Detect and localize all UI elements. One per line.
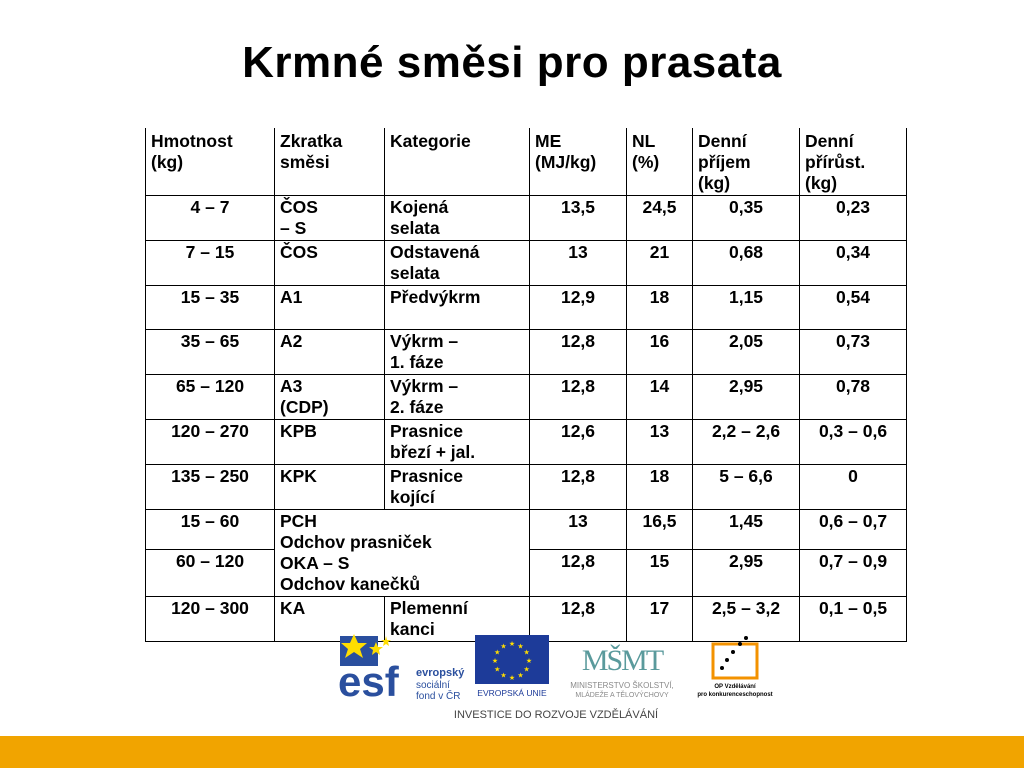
eu-star-icon: ★ <box>500 643 507 651</box>
cell-gain: 0,54 <box>800 286 907 330</box>
cell-intake: 5 – 6,6 <box>693 465 800 510</box>
esf-letters: esf <box>338 658 399 705</box>
logo-strip <box>0 632 1024 727</box>
cell-gain: 0,1 – 0,5 <box>800 597 907 642</box>
cell-intake: 1,45 <box>693 510 800 550</box>
svg-text:MŠMT: MŠMT <box>581 644 663 677</box>
header-weight: Hmotnost (kg) <box>146 128 275 196</box>
svg-text:sociální: sociální <box>416 680 450 691</box>
tagline: INVESTICE DO ROZVOJE VZDĚLÁVÁNÍ <box>453 709 659 721</box>
cell-category: Plemenní kanci <box>385 597 530 642</box>
cell-intake: 0,68 <box>693 241 800 286</box>
eu-flag-logo <box>475 635 549 698</box>
cell-code: KPK <box>275 465 385 510</box>
msmt-logo <box>570 644 674 699</box>
cell-me: 12,8 <box>530 330 627 375</box>
eu-star-icon: ★ <box>517 643 524 651</box>
header-gain: Denní přírůst. (kg) <box>800 128 907 196</box>
cell-weight: 15 – 60 <box>146 510 275 550</box>
eu-star-icon: ★ <box>508 675 516 682</box>
cell-gain: 0,7 – 0,9 <box>800 550 907 597</box>
cell-category: Prasnice březí + jal. <box>385 420 530 465</box>
table-row <box>146 375 907 420</box>
header-me: ME (MJ/kg) <box>530 128 627 196</box>
page-title: Krmné směsi pro prasata <box>242 38 782 87</box>
cell-gain: 0,34 <box>800 241 907 286</box>
cell-code: KPB <box>275 420 385 465</box>
cell-intake: 2,2 – 2,6 <box>693 420 800 465</box>
eu-star-icon: ★ <box>500 672 507 680</box>
cell-gain: 0,78 <box>800 375 907 420</box>
cell-category: Kojená selata <box>385 196 530 241</box>
header-intake: Denní příjem (kg) <box>693 128 800 196</box>
cell-weight: 120 – 270 <box>146 420 275 465</box>
svg-text:evropský: evropský <box>416 667 465 679</box>
cell-weight: 7 – 15 <box>146 241 275 286</box>
cell-gain: 0,23 <box>800 196 907 241</box>
eu-star-icon: ★ <box>494 666 501 674</box>
cell-nl: 15 <box>627 550 693 597</box>
table-row <box>146 286 907 330</box>
cell-weight: 60 – 120 <box>146 550 275 597</box>
cell-code: KA <box>275 597 385 642</box>
cell-intake: 1,15 <box>693 286 800 330</box>
cell-nl: 18 <box>627 286 693 330</box>
table-row <box>146 465 907 510</box>
cell-nl: 17 <box>627 597 693 642</box>
eu-star-icon: ★ <box>525 658 533 665</box>
cell-weight: 15 – 35 <box>146 286 275 330</box>
header-category: Kategorie <box>385 128 530 196</box>
cell-me: 13 <box>530 241 627 286</box>
eu-star-icon: ★ <box>508 641 516 648</box>
cell-nl: 24,5 <box>627 196 693 241</box>
feed-table <box>145 128 907 642</box>
cell-intake: 0,35 <box>693 196 800 241</box>
cell-nl: 21 <box>627 241 693 286</box>
svg-text:fond v ČR: fond v ČR <box>416 691 461 702</box>
cell-weight: 135 – 250 <box>146 465 275 510</box>
cell-code: ČOS – S <box>275 196 385 241</box>
bottom-accent-bar <box>0 736 1024 768</box>
op-logo <box>697 636 772 698</box>
svg-text:OP Vzdělávání: OP Vzdělávání <box>714 684 756 690</box>
eu-star-icon: ★ <box>523 666 530 674</box>
cell-nl: 16,5 <box>627 510 693 550</box>
cell-me: 13,5 <box>530 196 627 241</box>
cell-intake: 2,95 <box>693 550 800 597</box>
cell-nl: 13 <box>627 420 693 465</box>
cell-category: Předvýkrm <box>385 286 530 330</box>
table-row <box>146 241 907 286</box>
cell-nl: 14 <box>627 375 693 420</box>
cell-nl: 16 <box>627 330 693 375</box>
svg-text:MLÁDEŽE A TĚLOVÝCHOVY: MLÁDEŽE A TĚLOVÝCHOVY <box>575 692 669 699</box>
cell-code: A1 <box>275 286 385 330</box>
table-header-row <box>146 128 907 196</box>
cell-nl: 18 <box>627 465 693 510</box>
cell-intake: 2,05 <box>693 330 800 375</box>
svg-text:EVROPSKÁ UNIE: EVROPSKÁ UNIE <box>477 688 547 698</box>
table-row <box>146 510 907 550</box>
svg-text:MINISTERSTVO ŠKOLSTVÍ,: MINISTERSTVO ŠKOLSTVÍ, <box>570 681 674 690</box>
feed-table-container <box>145 128 907 642</box>
cell-gain: 0 <box>800 465 907 510</box>
header-code: Zkratka směsi <box>275 128 385 196</box>
cell-category: Prasnice kojící <box>385 465 530 510</box>
eu-star-icon: ★ <box>494 649 501 657</box>
cell-weight: 65 – 120 <box>146 375 275 420</box>
cell-code: A3 (CDP) <box>275 375 385 420</box>
esf-logo <box>338 634 465 705</box>
cell-me: 12,8 <box>530 465 627 510</box>
table-row <box>146 330 907 375</box>
cell-category: Odstavená selata <box>385 241 530 286</box>
cell-weight: 35 – 65 <box>146 330 275 375</box>
table-row <box>146 196 907 241</box>
cell-me: 12,9 <box>530 286 627 330</box>
cell-me: 12,8 <box>530 597 627 642</box>
cell-code: A2 <box>275 330 385 375</box>
cell-intake: 2,5 – 3,2 <box>693 597 800 642</box>
cell-me: 12,6 <box>530 420 627 465</box>
cell-category: Výkrm – 2. fáze <box>385 375 530 420</box>
cell-gain: 0,6 – 0,7 <box>800 510 907 550</box>
cell-gain: 0,73 <box>800 330 907 375</box>
table-row <box>146 420 907 465</box>
cell-category: Výkrm – 1. fáze <box>385 330 530 375</box>
cell-code-merged: PCH Odchov prasniček OKA – S Odchov kanečků <box>275 510 530 597</box>
cell-me: 12,8 <box>530 550 627 597</box>
eu-star-icon: ★ <box>517 672 524 680</box>
cell-weight: 120 – 300 <box>146 597 275 642</box>
eu-star-icon: ★ <box>523 649 530 657</box>
cell-me: 13 <box>530 510 627 550</box>
eu-star-icon: ★ <box>491 658 499 665</box>
cell-weight: 4 – 7 <box>146 196 275 241</box>
svg-text:pro konkurenceschopnost: pro konkurenceschopnost <box>697 692 773 698</box>
cell-me: 12,8 <box>530 375 627 420</box>
header-nl: NL (%) <box>627 128 693 196</box>
cell-intake: 2,95 <box>693 375 800 420</box>
cell-code: ČOS <box>275 241 385 286</box>
cell-gain: 0,3 – 0,6 <box>800 420 907 465</box>
